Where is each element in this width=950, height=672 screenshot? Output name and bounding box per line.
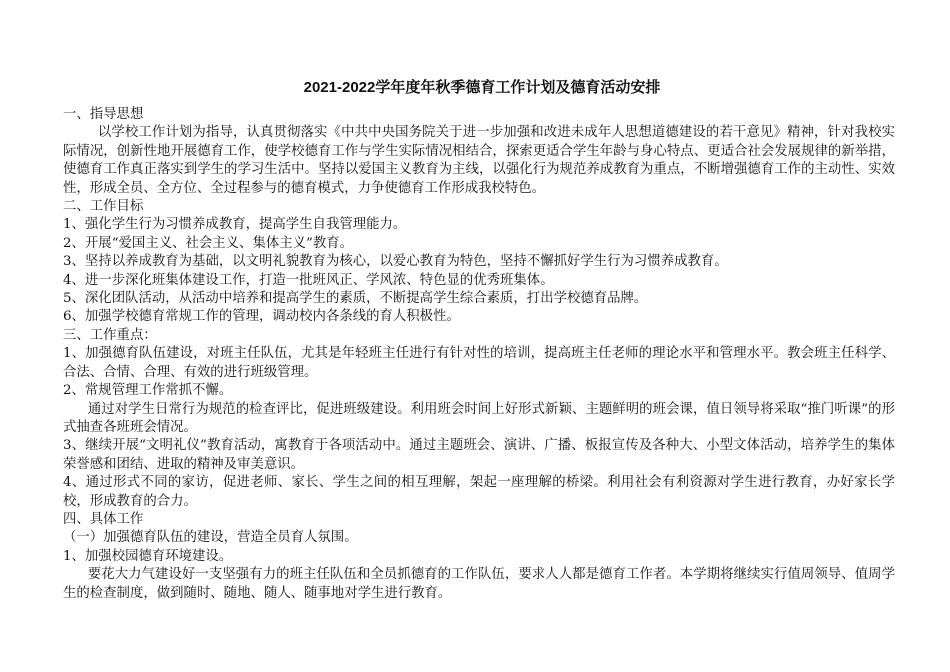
paragraph: 3、继续开展“文明礼仪”教育活动，寓教育于各项活动中。通过主题班会、演讲、广播、板报宣传及各种大、小型文体活动，培养学生的集体荣誉感和团结、进取的精神及审美意识。 <box>63 438 895 472</box>
paragraph: 1、强化学生行为习惯养成教育，提高学生自我管理能力。 <box>63 217 407 233</box>
paragraph: 2、常规管理工作常抓不懈。 <box>63 383 233 399</box>
paragraph: 4、进一步深化班集体建设工作，打造一批班风正、学风浓、特色显的优秀班集体。 <box>63 272 554 288</box>
document-page <box>63 78 895 603</box>
paragraph: 通过对学生日常行为规范的检查评比，促进班级建设。利用班会时间上好形式新颖、主题鲜明的班会课，值日领导将采取“推门听课”的形式抽查各班班会情况。 <box>63 401 895 435</box>
paragraph: （一）加强德育队伍的建设，营造全员育人氛围。 <box>63 530 358 546</box>
document-body <box>63 106 895 603</box>
paragraph: 1、加强德育队伍建设，对班主任队伍，尤其是年轻班主任进行有针对性的培训，提高班主任老师的理论水平和管理水平。教会班主任科学、合法、合情、合理、有效的进行班级管理。 <box>63 346 895 380</box>
paragraph: 5、深化团队活动，从活动中培养和提高学生的素质，不断提高学生综合素质，打出学校德育品牌。 <box>63 291 648 307</box>
paragraph: 要花大力气建设好一支坚强有力的班主任队伍和全员抓德育的工作队伍，要求人人都是德育工作者。本学期将继续实行值周领导、值周学生的检查制度，做到随时、随地、随人、随事地对学生进行教育。 <box>63 567 895 601</box>
document-title: 2021-2022学年度年秋季德育工作计划及德育活动安排 <box>303 79 661 96</box>
paragraph: 6、加强学校德育常规工作的管理，调动校内各条线的育人积极性。 <box>63 309 460 325</box>
paragraph: 三、工作重点： <box>63 327 157 343</box>
paragraph: 1、加强校园德育环境建设。 <box>63 548 233 564</box>
paragraph: 一、指导思想 <box>63 107 144 122</box>
paragraph: 二、工作目标 <box>63 199 144 215</box>
paragraph: 以学校工作计划为指导，认真贯彻落实《中共中央国务院关于进一步加强和改进未成年人思想道德建设的若干意见》精神，针对我校实际情况，创新性地开展德育工作，使学校德育工作与学生实际情况相结合，探索更适合学生年龄与身心特点、更适合社会发展规律的新举措，使德育工作真正落实到学生的学习生活中。坚持以爱国主义教育为主线，以强化行为规范养成教育为重点，不断增强德育工作的主动性、实效性，形成全员、全方位、全过程参与的德育模式，力争使德育工作形成我校特色。 <box>63 125 895 196</box>
paragraph: 4、通过形式不同的家访，促进老师、家长、学生之间的相互理解，架起一座理解的桥梁。利用社会有利资源对学生进行教育，办好家长学校，形成教育的合力。 <box>63 475 895 509</box>
paragraph: 2、开展“爱国主义、社会主义、集体主义”教育。 <box>63 235 354 251</box>
paragraph: 3、坚持以养成教育为基础，以文明礼貌教育为核心，以爱心教育为特色，坚持不懈抓好学生行为习惯养成教育。 <box>63 254 728 270</box>
paragraph: 四、具体工作 <box>63 511 144 527</box>
